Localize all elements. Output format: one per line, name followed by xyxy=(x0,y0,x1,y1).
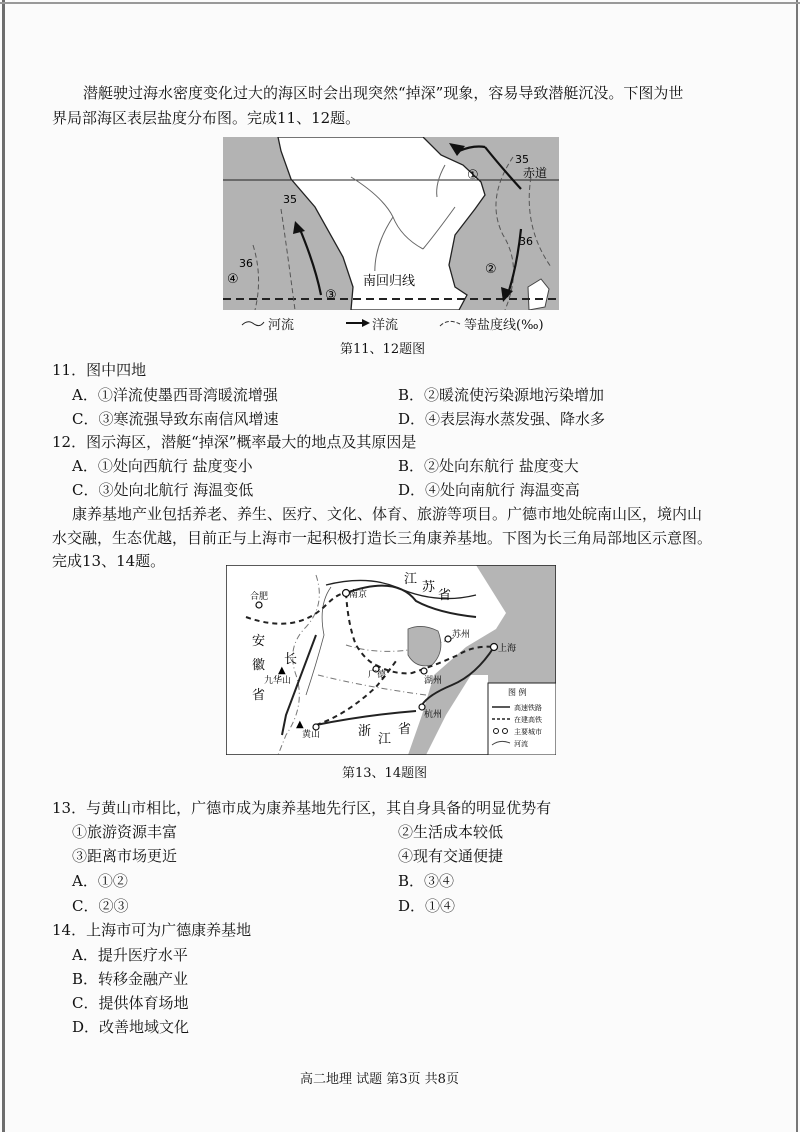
isoline-label: 35 xyxy=(515,153,529,166)
question-12-stem: 12．图示海区，潜艇“掉深”概率最大的地点及其原因是 xyxy=(52,433,417,451)
question-11-option-a: A．①洋流使墨西哥湾暖流增强 xyxy=(72,386,278,404)
isohaline-legend-icon xyxy=(438,316,462,330)
question-13-item-3: ③距离市场更近 xyxy=(72,847,178,865)
city-label-huangshan: 黄山 xyxy=(302,730,321,740)
region-label: 江 xyxy=(378,732,392,747)
salinity-map-legend xyxy=(240,312,570,334)
city-label-hefei: 合肥 xyxy=(250,592,269,602)
intro-paragraph-2-line-1: 康养基地产业包括养老、养生、医疗、文化、体育、旅游等项目。广德市地处皖南山区，境内山 xyxy=(72,505,703,523)
figure-1-caption: 第11、12题图 xyxy=(340,342,426,357)
yangtze-delta-map xyxy=(226,565,556,755)
mountain-icon: ▲ xyxy=(278,665,286,676)
question-13-option-a: A．①② xyxy=(72,872,128,890)
intro-paragraph-2-line-2: 水交融，生态优越，目前正与上海市一起积极打造长三角康养基地。下图为长三角局部地区示意图。 xyxy=(52,529,713,547)
legend-city-label: 主要城市 xyxy=(514,728,542,736)
huzhou-marker xyxy=(421,668,427,674)
city-label-guangde: 广德 xyxy=(368,670,387,680)
region-label: 徽 xyxy=(252,658,266,673)
legend-hsr-planned-label: 在建高铁 xyxy=(514,716,542,724)
region-label: 苏 xyxy=(422,580,436,595)
current-legend-icon xyxy=(344,316,372,330)
region-label: 省 xyxy=(398,722,412,737)
tropic-label: 南回归线 xyxy=(363,274,416,289)
river-legend-icon xyxy=(240,316,266,330)
question-13-option-d: D．①④ xyxy=(398,897,456,915)
map-legend-title: 图 例 xyxy=(508,688,527,697)
legend-current-label: 洋流 xyxy=(372,318,399,333)
isoline-label: 36 xyxy=(239,257,253,270)
river-label: 长 xyxy=(284,652,298,667)
question-12-option-c: C．③处向北航行 海温变低 xyxy=(72,481,254,499)
page-footer: 高二地理 试题 第3页 共8页 xyxy=(300,1072,459,1087)
question-14-option-c: C．提供体育场地 xyxy=(72,994,189,1012)
region-label: 浙 xyxy=(358,724,372,739)
scan-edge-left xyxy=(2,0,5,1132)
region-label: 省 xyxy=(438,588,452,603)
city-label-shanghai: 上海 xyxy=(498,644,517,654)
question-14-option-a: A．提升医疗水平 xyxy=(72,946,188,964)
shanghai-marker xyxy=(491,644,498,651)
isoline-label: 36 xyxy=(519,235,533,248)
region-label: 省 xyxy=(252,688,266,703)
question-13-item-4: ④现有交通便捷 xyxy=(398,847,504,865)
question-13-item-1: ①旅游资源丰富 xyxy=(72,823,178,841)
intro-paragraph-1-line-1: 潜艇驶过海水密度变化过大的海区时会出现突然“掉深”现象，容易导致潜艇沉没。下图为世 xyxy=(83,84,684,102)
city-label-nanjing: 南京 xyxy=(349,590,368,600)
question-11-option-b: B．②暖流使污染源地污染增加 xyxy=(398,386,605,404)
equator-label: 赤道 xyxy=(523,166,548,180)
point-label-2: ② xyxy=(485,262,497,277)
city-label-huzhou: 湖州 xyxy=(424,676,443,686)
legend-hsr-label: 高速铁路 xyxy=(514,704,542,712)
scan-edge-right xyxy=(796,0,798,1132)
question-14-option-d: D．改善地域文化 xyxy=(72,1018,190,1036)
question-13-item-2: ②生活成本较低 xyxy=(398,823,504,841)
question-13-stem: 13．与黄山市相比，广德市成为康养基地先行区，其自身具备的明显优势有 xyxy=(52,799,552,817)
suzhou-marker xyxy=(445,636,451,642)
point-label-3: ③ xyxy=(325,288,337,303)
legend-river-label: 河流 xyxy=(268,318,295,333)
question-11-option-d: D．④表层海水蒸发强、降水多 xyxy=(398,410,606,428)
scan-edge-top xyxy=(0,2,800,4)
salinity-map xyxy=(223,137,559,310)
region-label: 安 xyxy=(252,634,266,649)
city-label-hangzhou: 杭州 xyxy=(424,710,443,720)
question-12-option-b: B．②处向东航行 盐度变大 xyxy=(398,457,579,475)
mountain-icon: ▲ xyxy=(296,719,304,730)
question-14-stem: 14．上海市可为广德康养基地 xyxy=(52,921,252,939)
city-label-suzhou: 苏州 xyxy=(452,630,471,640)
city-label-jiuhuashan: 九华山 xyxy=(264,676,292,686)
question-11-option-c: C．③寒流强导致东南信风增速 xyxy=(72,410,279,428)
question-12-option-a: A．①处向西航行 盐度变小 xyxy=(72,457,253,475)
legend-river-label: 河流 xyxy=(514,740,528,748)
question-13-option-c: C．②③ xyxy=(72,897,129,915)
intro-paragraph-1-line-2: 界局部海区表层盐度分布图。完成11、12题。 xyxy=(52,109,361,127)
figure-2-caption: 第13、14题图 xyxy=(342,766,428,781)
question-13-option-b: B．③④ xyxy=(398,872,455,890)
intro-paragraph-2-line-3: 完成13、14题。 xyxy=(52,552,166,570)
point-label-1: ① xyxy=(467,168,479,183)
hefei-marker xyxy=(256,602,262,608)
question-14-option-b: B．转移金融产业 xyxy=(72,970,189,988)
question-11-stem: 11．图中四地 xyxy=(52,361,147,379)
isoline-label: 35 xyxy=(283,193,297,206)
question-12-option-d: D．④处向南航行 海温变高 xyxy=(398,481,580,499)
region-label: 江 xyxy=(404,572,418,587)
legend-isohaline-label: 等盐度线(‰) xyxy=(464,318,544,333)
point-label-4: ④ xyxy=(227,272,239,287)
